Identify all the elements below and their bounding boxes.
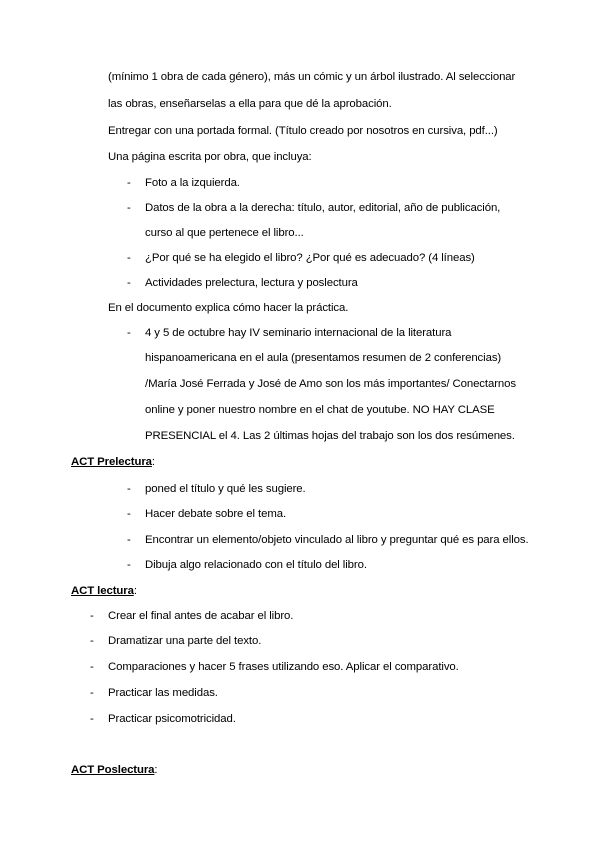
bullet-dash: - bbox=[90, 610, 94, 622]
obra-item-4: Actividades prelectura, lectura y poslectura bbox=[145, 277, 358, 289]
obra-item-2a: Datos de la obra a la derecha: título, autor, editorial, año de publicación, bbox=[145, 202, 501, 214]
intro-line-3: Entregar con una portada formal. (Título creado por nosotros en cursiva, pdf...) bbox=[108, 125, 498, 137]
lectura-item: Practicar las medidas. bbox=[108, 687, 218, 699]
bullet-dash: - bbox=[90, 687, 94, 699]
lectura-item: Comparaciones y hacer 5 frases utilizando eso. Aplicar el comparativo. bbox=[108, 661, 459, 673]
bullet-dash: - bbox=[127, 559, 131, 571]
bullet-dash: - bbox=[127, 483, 131, 495]
documento-line: En el documento explica cómo hacer la práctica. bbox=[108, 302, 349, 314]
bullet-dash: - bbox=[90, 713, 94, 725]
bullet-dash: - bbox=[127, 508, 131, 520]
seminario-line-3: /María José Ferrada y José de Amo son los más importantes/ Conectarnos bbox=[145, 378, 516, 390]
seminario-line-4: online y poner nuestro nombre en el chat de youtube. NO HAY CLASE bbox=[145, 404, 495, 416]
intro-line-1: (mínimo 1 obra de cada género), más un cómic y un árbol ilustrado. Al seleccionar bbox=[108, 71, 516, 83]
bullet-dash: - bbox=[127, 327, 131, 339]
heading-colon: : bbox=[133, 585, 137, 597]
prelectura-heading-text: ACT Prelectura bbox=[71, 456, 152, 468]
bullet-dash: - bbox=[90, 635, 94, 647]
seminario-line-5: PRESENCIAL el 4. Las 2 últimas hojas del trabajo son los dos resúmenes. bbox=[145, 430, 515, 442]
obra-item-1: Foto a la izquierda. bbox=[145, 177, 240, 189]
poslectura-heading bbox=[71, 763, 158, 777]
bullet-dash: - bbox=[127, 277, 131, 289]
poslectura-heading-text: ACT Poslectura bbox=[71, 764, 155, 776]
intro-line-4: Una página escrita por obra, que incluya: bbox=[108, 151, 312, 163]
lectura-heading-text: ACT lectura bbox=[71, 585, 134, 597]
prelectura-item: Hacer debate sobre el tema. bbox=[145, 508, 287, 520]
obra-item-3: ¿Por qué se ha elegido el libro? ¿Por qué es adecuado? (4 líneas) bbox=[145, 252, 475, 264]
prelectura-item: Encontrar un elemento/objeto vinculado al libro y preguntar qué es para ellos. bbox=[145, 534, 529, 546]
prelectura-heading bbox=[71, 455, 155, 469]
intro-line-2: las obras, enseñarselas a ella para que dé la aprobación. bbox=[108, 98, 392, 110]
lectura-heading bbox=[71, 584, 137, 598]
bullet-dash: - bbox=[127, 177, 131, 189]
prelectura-item: poned el título y qué les sugiere. bbox=[145, 483, 306, 495]
heading-colon: : bbox=[154, 764, 158, 776]
bullet-dash: - bbox=[127, 534, 131, 546]
seminario-line-1: 4 y 5 de octubre hay IV seminario internacional de la literatura bbox=[145, 327, 452, 339]
heading-colon: : bbox=[151, 456, 155, 468]
lectura-item: Crear el final antes de acabar el libro. bbox=[108, 610, 294, 622]
seminario-line-2: hispanoamericana en el aula (presentamos resumen de 2 conferencias) bbox=[145, 352, 502, 364]
prelectura-item: Dibuja algo relacionado con el título del libro. bbox=[145, 559, 367, 571]
bullet-dash: - bbox=[127, 252, 131, 264]
lectura-item: Dramatizar una parte del texto. bbox=[108, 635, 262, 647]
lectura-item: Practicar psicomotricidad. bbox=[108, 713, 236, 725]
bullet-dash: - bbox=[127, 202, 131, 214]
bullet-dash: - bbox=[90, 661, 94, 673]
obra-item-2b: curso al que pertenece el libro... bbox=[145, 227, 304, 239]
